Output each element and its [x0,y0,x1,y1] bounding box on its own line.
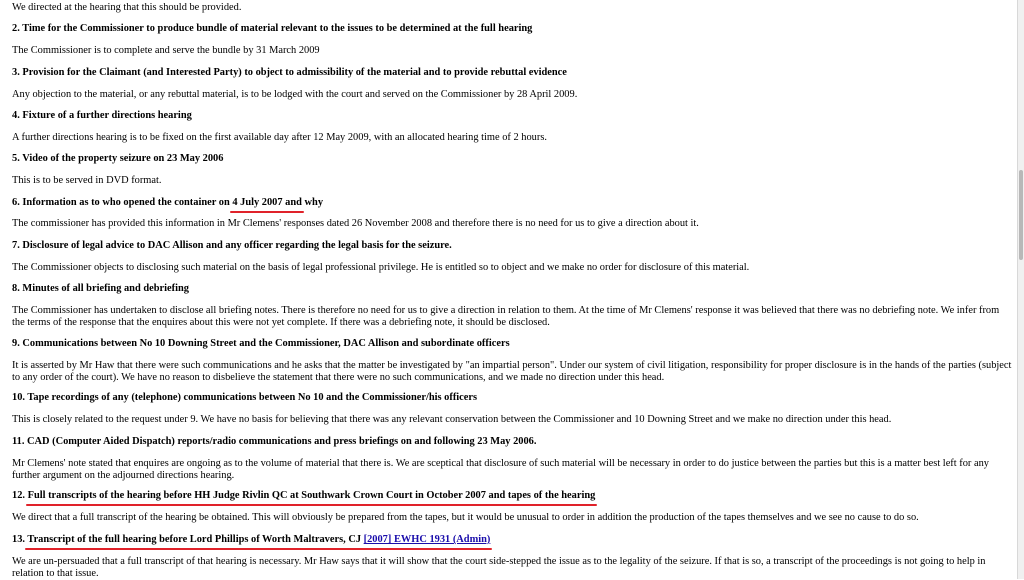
heading-13-number: 13. [12,534,28,545]
heading-12-number: 12. [12,490,28,501]
case-citation-link[interactable]: [2007] EWHC 1931 (Admin) [363,534,491,545]
heading-6-tail: why [301,197,324,208]
highlighted-date-annotation: 4 July 2007 and [232,197,302,208]
heading-10: 10. Tape recordings of any (telephone) communications between No 10 and the Commissioner/his officers [12,392,478,403]
heading-3: 3. Provision for the Claimant (and Interested Party) to object to admissibility of the material and to provide rebuttal evidence [12,67,567,78]
paragraph: We directed at the hearing that this should be provided. [12,2,242,13]
heading-5: 5. Video of the property seizure on 23 May 2006 [12,153,224,164]
scrollbar-thumb[interactable] [1019,170,1023,260]
highlighted-heading-12-annotation: Full transcripts of the hearing before HH Judge Rivlin QC at Southwark Crown Court in October 2007 and tapes of the hearing [27,490,596,501]
paragraph-7: The Commissioner objects to disclosing such material on the basis of legal professional privilege. He is entitled so to object and we make no order for disclosure of this material. [12,262,750,273]
heading-13-text: Transcript of the full hearing before Lord Phillips of Worth Maltravers, CJ [27,534,364,545]
heading-4: 4. Fixture of a further directions hearing [12,110,192,121]
paragraph-13: We are un-persuaded that a full transcript of that hearing is necessary. Mr Haw says that it will show that the court side-stepped the issue as to the legality of the seizure. If that is so, a transcript of the proceedings is not going to help in relation to that issue. [12,556,986,579]
paragraph-3: Any objection to the material, or any rebuttal material, is to be lodged with the court and served on the Commissioner by 28 April 2009. [12,89,578,100]
heading-6 [12,197,1012,209]
paragraph-8: The Commissioner has undertaken to disclose all briefing notes. There is therefore no need for us to give a direction in relation to them. At the time of Mr Clemens' response it was believed that there was no debriefing note. We infer from the terms of the response that the enquires about this were not yet complete. If there was a debriefing note, it should be disclosed. [12,305,1000,328]
heading-9: 9. Communications between No 10 Downing Street and the Commissioner, DAC Allison and subordinate officers [12,338,510,349]
heading-8: 8. Minutes of all briefing and debriefing [12,283,189,294]
heading-6-text: 6. Information as to who opened the container on [12,197,233,208]
paragraph-2: The Commissioner is to complete and serve the bundle by 31 March 2009 [12,45,320,56]
paragraph-6: The commissioner has provided this information in Mr Clemens' responses dated 26 November 2008 and therefore there is no need for us to give a direction about it. [12,218,699,229]
paragraph-9: It is asserted by Mr Haw that there were such communications and he asks that the matter be investigated by "an impartial person". Under our system of civil litigation, responsibility for proper disclosure is in the hands of the parties (subject to any order of the court). We have no reason to disbelieve the statement that there were no such communications, and we made no direction under this head. [12,360,1012,383]
paragraph-12: We direct that a full transcript of the hearing be obtained. This will obviously be prepared from the tapes, but it would be unusual to order in addition the production of the tapes themselves and we see no cause to do so. [12,512,919,523]
heading-2: 2. Time for the Commissioner to produce bundle of material relevant to the issues to be determined at the full hearing [12,23,533,34]
heading-13 [12,534,1012,546]
paragraph-5: This is to be served in DVD format. [12,175,162,186]
vertical-scrollbar[interactable] [1017,0,1024,579]
paragraph-11: Mr Clemens' note stated that enquires are ongoing as to the volume of material that there is. We are sceptical that disclosure of such material will be necessary in order to do justice between the parties but this is a matter best left for any further argument on the adjourned directions hearing. [12,458,989,481]
heading-11: 11. CAD (Computer Aided Dispatch) reports/radio communications and press briefings on and following 23 May 2006. [12,436,537,447]
heading-7: 7. Disclosure of legal advice to DAC Allison and any officer regarding the legal basis for the seizure. [12,240,452,251]
heading-12 [12,490,1012,502]
highlighted-heading-13-annotation [27,534,490,545]
paragraph-10: This is closely related to the request under 9. We have no basis for believing that there was any relevant conservation between the Commissioner and 10 Downing Street and we make no direction under this head. [12,414,892,425]
paragraph-4: A further directions hearing is to be fixed on the first available day after 12 May 2009, with an allocated hearing time of 2 hours. [12,132,547,143]
